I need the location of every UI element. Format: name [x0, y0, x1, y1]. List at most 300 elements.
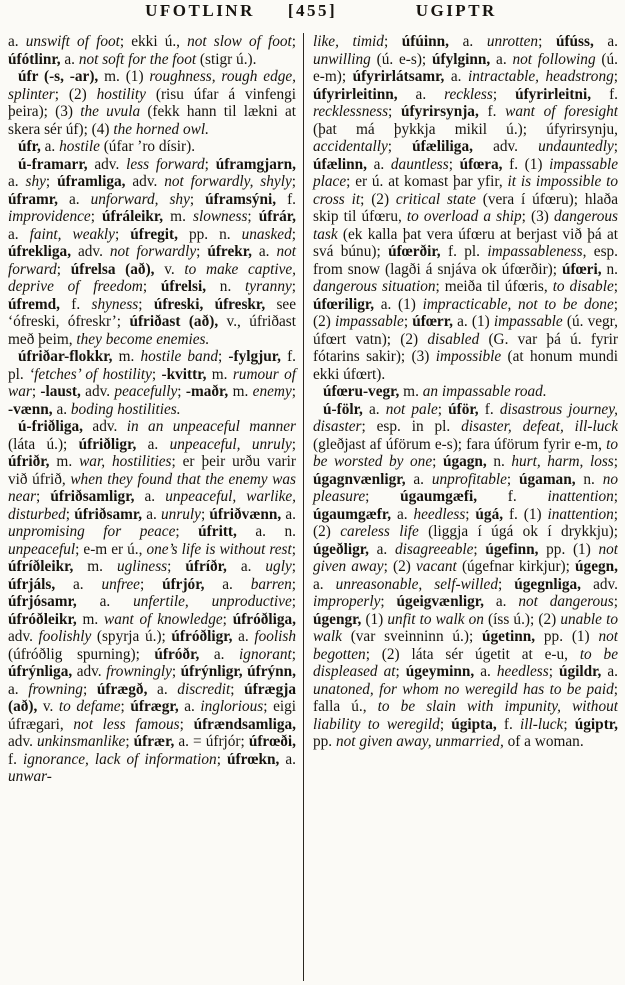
text: n. — [206, 278, 246, 295]
gloss: unruly — [161, 505, 201, 523]
text: ; — [291, 383, 296, 400]
headword: úfyrirlátsamr, — [352, 68, 445, 85]
gloss: heedless — [413, 505, 466, 523]
headword: úfritt, — [198, 523, 237, 540]
text: ; — [171, 663, 181, 680]
gloss: frowningly — [106, 663, 172, 680]
text: (úgefnar kirkjur); — [456, 558, 576, 575]
gloss: recklessness — [313, 103, 389, 120]
gloss: disagreeable — [394, 540, 474, 558]
text: ; — [387, 138, 413, 155]
headword: úfúss, — [555, 33, 594, 50]
dictionary-paragraph — [8, 156, 296, 349]
gloss: not given away — [313, 540, 618, 575]
headword: úfœra, — [459, 155, 503, 173]
gloss: no pleasure — [313, 470, 618, 505]
gloss: shyness — [91, 295, 139, 313]
headword: úfrekliga, — [8, 243, 72, 260]
text: ; — [291, 435, 297, 453]
text: a. — [58, 190, 91, 208]
text: ; — [216, 750, 228, 768]
gloss: ‘fetches’ of hostility — [29, 365, 152, 383]
text: pp. (1) — [538, 540, 599, 558]
headword: úfrekr, — [207, 243, 252, 260]
text: ; falla ú., — [313, 680, 618, 715]
gloss: unrotten — [486, 33, 539, 50]
headword: úgegnliga, — [514, 575, 582, 593]
text: ; — [563, 715, 575, 733]
text: ; — [613, 68, 618, 85]
text: ; e-m er ú., — [75, 540, 147, 558]
text: see ‘ófreski, ófreskr’; — [8, 295, 296, 330]
text: ; — [204, 155, 216, 173]
text: ; — [291, 593, 297, 610]
dictionary-paragraph — [313, 401, 618, 751]
text: a. — [279, 750, 296, 768]
gloss: in an unpeaceful manner — [126, 418, 296, 435]
text: ; — [291, 173, 296, 190]
text: ; er ú. at komast þar yfir, — [346, 173, 508, 190]
headword: úfr, — [18, 138, 41, 155]
text: v., úfriðast með þeim, — [8, 313, 296, 348]
text: a. — [52, 400, 71, 418]
gloss: unswift of foot — [25, 33, 120, 50]
text: ; — [538, 33, 556, 50]
text: ; ekki ú., — [119, 33, 188, 50]
gloss: hurt, harm, loss — [511, 453, 614, 470]
text: ; — [492, 85, 516, 103]
gloss: to overload a ship — [406, 208, 522, 225]
text: n. — [575, 470, 603, 488]
gloss: accidentally — [313, 138, 388, 155]
text: ; — [548, 663, 559, 680]
text: ; — [189, 190, 206, 208]
headword: -kvittr, — [161, 365, 207, 383]
text: a. — [281, 505, 296, 523]
headword: -maðr, — [185, 383, 229, 400]
text: a. — [251, 243, 277, 260]
gloss: not given away, unmarried, — [335, 733, 504, 750]
text: n. — [601, 260, 618, 278]
headword: úfremd, — [8, 295, 60, 313]
text: (láta ú.); — [8, 435, 79, 453]
text: a. — [483, 593, 519, 610]
gloss: impassableness — [487, 243, 583, 260]
text: (at honum mundi ekki úfœrt). — [313, 348, 618, 383]
text: ; — [291, 33, 296, 50]
gloss: tyranny — [245, 278, 292, 295]
gloss: not begotten — [313, 628, 618, 663]
text: a. — [593, 33, 618, 50]
text: a. — [8, 225, 30, 243]
gloss: the horned owl. — [113, 120, 209, 138]
text: ; — [291, 540, 296, 558]
text: ; eigi úfrægari, — [8, 698, 297, 733]
gloss: to be slain with impunity, without liability to weregild — [313, 698, 618, 733]
text: a. — [232, 628, 255, 645]
text: f. — [478, 103, 506, 120]
headword: úfriðsamligr, — [50, 488, 135, 505]
dictionary-paragraph — [8, 138, 296, 156]
text: v. — [37, 698, 59, 715]
headword: úfœru-vegr, — [323, 383, 400, 400]
text: ; — [448, 155, 460, 173]
gloss: to be displeased at — [313, 645, 618, 680]
gloss: unable to walk — [313, 610, 618, 645]
headword: úfrœði, — [248, 733, 296, 750]
gloss: impracticable, not to be done — [422, 295, 614, 313]
text: ; — [465, 505, 476, 523]
gloss: not forwardly, shyly — [164, 173, 292, 190]
gloss: heedless — [496, 663, 549, 680]
headword: -laust, — [40, 383, 81, 400]
text: a. — [8, 173, 26, 190]
gloss: want of knowledge — [104, 610, 223, 628]
text: (var sveinninn ú.); — [341, 628, 482, 645]
gloss: disastrous journey, disaster — [313, 400, 618, 435]
text: (1) — [361, 610, 388, 628]
headword: ú-framarr, — [18, 155, 88, 173]
text: ; — [196, 243, 208, 260]
gloss: unreasonable, self-willed — [335, 575, 498, 593]
text: a. — [147, 680, 178, 698]
text: ; — [56, 260, 71, 278]
gloss: foolish — [254, 628, 296, 645]
text: a. = úfrjór; — [174, 733, 249, 750]
text: ; — [218, 348, 229, 365]
dictionary-paragraph — [313, 383, 618, 401]
page-number: [455] — [287, 1, 338, 20]
headword: úfriðast (að), — [129, 313, 219, 330]
text: ; — [613, 453, 618, 470]
headword: úfrýnliga, — [8, 663, 73, 680]
text: m. — [228, 383, 253, 400]
headword: úfrægr, — [130, 698, 179, 715]
text: ; esp. in pl. — [361, 418, 462, 435]
text: (stigr ú.). — [196, 50, 257, 68]
headword: -fylgjur, — [228, 348, 281, 365]
headword: úgetinn, — [481, 628, 536, 645]
headword: úfriðar-flokkr, — [18, 348, 113, 365]
headword: úfœrr, — [412, 313, 453, 330]
text: a. — [199, 645, 240, 663]
gloss: it is impossible to cross it — [313, 173, 618, 208]
gloss: hostile band — [140, 348, 219, 365]
right-column — [304, 33, 618, 981]
gloss: undauntedly — [538, 138, 614, 155]
text: adv. — [8, 733, 37, 750]
headword: úgaumgæfi, — [400, 488, 478, 505]
gloss: inattention — [547, 505, 614, 523]
text: ; — [291, 225, 296, 243]
text: ; — [175, 523, 199, 540]
text: a. — [391, 505, 414, 523]
gloss: unpeaceful, warlike, disturbed — [8, 488, 297, 523]
text: adv. — [83, 418, 127, 435]
text: ; — [142, 278, 161, 295]
text: ; — [36, 488, 51, 505]
headword: úgengr, — [313, 610, 362, 628]
text: adv. — [472, 138, 539, 155]
text: ; — [90, 208, 103, 225]
text: a. — [444, 68, 468, 85]
headword: úfrjósamr, — [8, 593, 77, 610]
gloss: dangerous task — [313, 208, 618, 243]
text: (fekk hann til lækni at skera sér úf); (4) — [8, 103, 297, 138]
gloss: inglorious — [200, 698, 264, 715]
gloss: frowning — [28, 680, 83, 698]
text: a. — [60, 50, 79, 68]
text: (gleðjast af úförum e-s); fara úförum fyrir e-m, — [313, 435, 607, 453]
gloss: faint, weakly — [29, 225, 115, 243]
text: n. — [486, 453, 512, 470]
headword: úfyrirleitni, — [515, 85, 592, 103]
headword: úfrægð, — [96, 680, 148, 698]
headword: úfyrirleitinn, — [313, 85, 398, 103]
headword: úfyrirsynja, — [401, 103, 479, 120]
headword: úfrær, — [133, 733, 175, 750]
text: ; — [613, 593, 618, 610]
headword: úfrýnligr, úfrýnn, — [180, 663, 296, 680]
text: a. — [474, 663, 497, 680]
text: adv. — [80, 383, 115, 400]
headword: úframliga, — [57, 173, 126, 190]
text: f. — [478, 400, 500, 418]
text: ; — [138, 295, 154, 313]
text: (úfróðlig spurning); — [8, 645, 155, 663]
headword: úfregit, — [130, 225, 178, 243]
text: ; — [247, 208, 259, 225]
text: a. — [178, 698, 201, 715]
headword: úgegn, — [575, 558, 618, 575]
headword: úgeðligr, — [313, 540, 369, 558]
text: ; — [120, 698, 131, 715]
gloss: to disable — [552, 278, 614, 295]
text: a. — [136, 435, 170, 453]
text: (úfar ’ro dísir). — [99, 138, 196, 155]
gloss: shy — [25, 173, 46, 190]
text: (ú. e-s); — [370, 50, 432, 68]
headword: úgildr, — [558, 663, 602, 680]
gloss: unprofitable — [431, 470, 507, 488]
text: (liggja í úgá ok í drykkju); — [418, 523, 618, 540]
headword: úfrændsamliga, — [193, 715, 296, 733]
text: a. — [490, 50, 513, 68]
dictionary-paragraph — [8, 418, 296, 786]
text: ; — [388, 103, 402, 120]
gloss: unforward, shy — [90, 190, 190, 208]
gloss: not dangerous — [518, 593, 614, 610]
headword: úfróðr, — [154, 645, 200, 663]
text: ; — [403, 313, 413, 330]
text: ; — [65, 505, 75, 523]
text: a. — [40, 138, 60, 155]
gloss: unpeaceful — [8, 540, 76, 558]
text: adv. — [71, 243, 110, 260]
headword: úgaumgæfr, — [313, 505, 392, 523]
gloss: ignorant — [239, 645, 292, 663]
text: a. — [367, 155, 391, 173]
text: ; — [291, 278, 297, 295]
text: f. (1) — [502, 155, 550, 173]
gloss: vacant — [416, 558, 457, 575]
guide-word-right: UGIPTR — [415, 1, 497, 20]
gloss: unwilling — [313, 50, 371, 68]
gloss: want of foresight — [505, 103, 618, 120]
text: a. — [8, 680, 29, 698]
text: adv. — [125, 173, 165, 190]
headword: úfrelsi, — [160, 278, 207, 295]
text: a. — [405, 470, 432, 488]
gloss: slowness — [193, 208, 248, 225]
headword: úfróðligr, — [171, 628, 233, 645]
text: ; — [613, 488, 618, 505]
text: ; (2) — [313, 295, 618, 330]
gloss: unkinsmanlike — [36, 733, 126, 750]
gloss: not less famous — [73, 715, 180, 733]
headword: úfrár, — [258, 208, 296, 225]
text: f. — [59, 295, 92, 313]
text: ; (2) láta sér úgetit at e-u, — [365, 645, 580, 663]
text: ; — [432, 453, 443, 470]
text: adv. — [581, 575, 618, 593]
gloss: inattention — [547, 488, 614, 505]
text: a. — [134, 488, 166, 505]
text: adv. — [72, 663, 107, 680]
dictionary-paragraph — [8, 348, 296, 418]
text: ; — [179, 715, 194, 733]
gloss: impassable — [493, 313, 563, 330]
dictionary-paragraph — [313, 33, 618, 383]
text: a. (1) — [452, 313, 494, 330]
gloss: unpeaceful, unruly — [169, 435, 292, 453]
gloss: not forwardly — [109, 243, 197, 260]
gloss: war, hostilities — [79, 453, 172, 470]
gloss: to be worsted by one — [313, 435, 618, 470]
headword: úgefinn, — [485, 540, 539, 558]
gloss: not forward — [8, 243, 296, 278]
text: a. — [8, 33, 26, 50]
text: a. — [55, 575, 102, 593]
text: ; — [125, 733, 134, 750]
headword: úgeyminn, — [405, 663, 475, 680]
text: a. — [204, 575, 251, 593]
text: (ú. e-m); — [313, 50, 618, 85]
headword: úgá, — [475, 505, 504, 523]
text: m. — [73, 558, 117, 575]
headword: úfriðr, — [8, 453, 50, 470]
text: f. — [591, 85, 618, 103]
text: f. — [276, 190, 296, 208]
gloss: ugliness — [116, 558, 168, 575]
text: ; (2) — [54, 85, 97, 103]
left-column — [8, 33, 303, 981]
headword: úgaman, — [519, 470, 576, 488]
gloss: careless life — [340, 523, 419, 540]
headword: úfreski, úfreskr, — [153, 295, 266, 313]
gloss: unatoned, for whom no weregild has to be paid — [313, 680, 614, 698]
text: ; — [167, 558, 186, 575]
text: a. n. — [236, 523, 296, 540]
text: (vera í úfœru); hlaða skip til úfœru, — [313, 190, 618, 225]
text: a. — [601, 663, 618, 680]
headword: úframsýni, — [205, 190, 277, 208]
headword: úgagnvænligr, — [313, 470, 406, 488]
text: f. (1) — [503, 505, 548, 523]
text: m. — [206, 365, 233, 383]
gloss: enemy — [252, 383, 292, 400]
headword: úfriðsamr, — [74, 505, 143, 523]
gloss: the uvula — [80, 103, 141, 120]
text: of a woman. — [503, 733, 584, 750]
text: v. — [154, 260, 185, 278]
headword: úgagn, — [442, 453, 487, 470]
headword: úfrelsa (að), — [70, 260, 155, 278]
gloss: rumour of war — [8, 365, 297, 400]
gloss: hostile — [59, 138, 100, 155]
headword: ú-friðliga, — [18, 418, 84, 435]
text: ; — [151, 365, 162, 383]
text: pp. — [313, 733, 336, 750]
headword: úfriðvænn, — [209, 505, 282, 523]
headword: úfr (-s, -ar), — [18, 68, 99, 85]
gloss: disaster, defeat, ill-luck — [461, 418, 618, 435]
gloss: unfertile, unproductive — [133, 593, 292, 610]
text: ; — [365, 488, 401, 505]
gloss: improperly — [313, 593, 381, 610]
text: ; — [222, 610, 233, 628]
text: (ek kalla þat vera úfœru at berjast við þá at svá búnu); — [313, 225, 618, 260]
headword: úfróðliga, — [232, 610, 296, 628]
headword: úfœri, — [562, 260, 602, 278]
gloss: critical state — [395, 190, 476, 208]
text: ; — [439, 715, 452, 733]
text: ; (2) — [313, 505, 618, 540]
text: pp. n. — [177, 225, 242, 243]
gloss: they become enemies. — [76, 330, 210, 348]
headword: úfrægja (að), — [8, 680, 296, 715]
headword: úfrjór, — [162, 575, 205, 593]
gloss: when they found that the enemy was near — [8, 470, 296, 505]
gloss: ill-luck — [520, 715, 564, 733]
text: (þat má þykkja mikil ú.); úfyrirsynju, — [313, 120, 618, 138]
text: f. pl. — [8, 348, 297, 383]
text: ; — [45, 173, 58, 190]
text: ; — [114, 225, 131, 243]
text: ; — [139, 575, 163, 593]
text: ; — [613, 138, 618, 155]
text: (spyrja ú.); — [91, 628, 172, 645]
headword: úfríðr, — [185, 558, 227, 575]
gloss: unfree — [101, 575, 140, 593]
text: a. — [313, 575, 336, 593]
text: m. — [112, 348, 141, 365]
gloss: one’s life is without rest — [146, 540, 292, 558]
text: ; — [230, 680, 245, 698]
text: ; — [497, 575, 515, 593]
headword: úfælinn, — [313, 155, 367, 173]
headword: -vænn, — [8, 400, 53, 418]
text: m. — [76, 610, 104, 628]
text: ; — [506, 470, 520, 488]
text: (íss ú.); (2) — [483, 610, 561, 628]
headword: úgipta, — [451, 715, 497, 733]
text: f. pl. — [440, 243, 488, 260]
text: a. — [397, 85, 445, 103]
gloss: not following — [512, 50, 596, 68]
page-header — [0, 1, 625, 27]
headword: úför, — [448, 400, 479, 418]
